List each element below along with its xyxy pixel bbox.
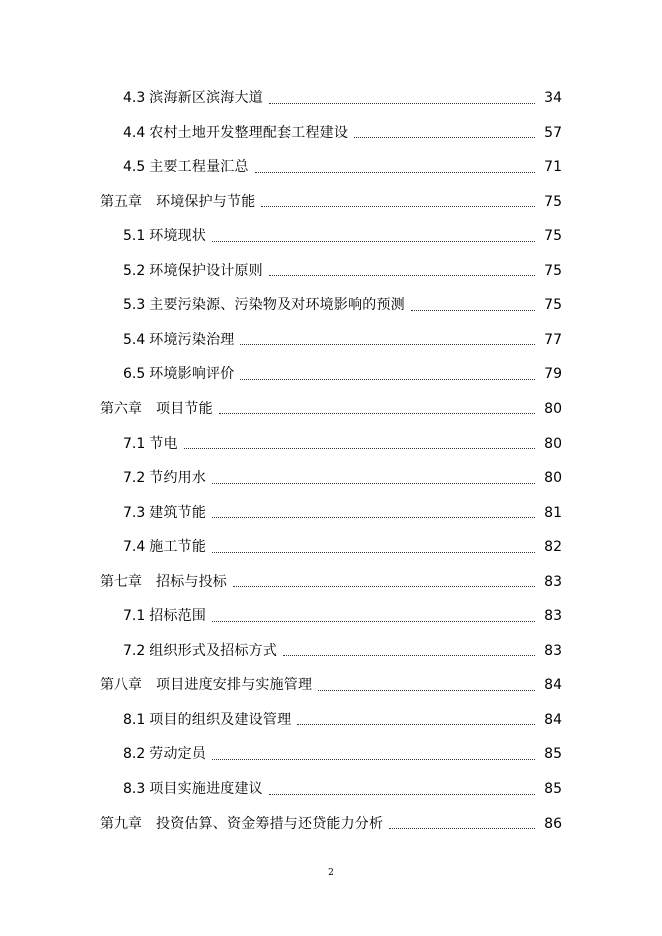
toc-entry-title: 项目进度安排与实施管理 — [156, 677, 313, 694]
toc-entry-title: 环境现状 — [149, 228, 207, 245]
dot-leader — [354, 137, 535, 138]
toc-entry-page: 34 — [544, 90, 562, 106]
toc-entry-number: 8.2 — [123, 746, 146, 763]
toc-entry-title: 项目实施进度建议 — [149, 781, 263, 797]
toc-entry-title: 建筑节能 — [149, 504, 207, 521]
dot-leader — [283, 655, 535, 656]
toc-entry-page: 84 — [544, 711, 562, 728]
toc-entry-title: 环境保护设计原则 — [149, 262, 263, 279]
toc-entry-title: 招标范围 — [149, 608, 207, 625]
toc-entry-page: 81 — [544, 504, 562, 521]
toc-entry-page: 75 — [544, 262, 562, 279]
toc-entry-title: 环境影响评价 — [149, 366, 235, 383]
toc-entry-page: 82 — [544, 539, 562, 556]
toc-section-entry[interactable] — [123, 777, 562, 801]
dot-leader — [212, 517, 535, 518]
toc-entry-title: 招标与投标 — [156, 573, 227, 590]
toc-entry-page: 57 — [544, 124, 562, 141]
toc-entry-page: 79 — [544, 366, 562, 383]
toc-entry-page: 80 — [544, 400, 562, 417]
dot-leader — [240, 344, 535, 345]
toc-entry-title: 环境污染治理 — [149, 331, 235, 348]
toc-section-entry[interactable] — [123, 155, 562, 179]
toc-entry-title: 农村土地开发整理配套工程建设 — [149, 124, 349, 141]
toc-entry-number: 7.2 — [123, 642, 146, 659]
toc-section-entry[interactable] — [123, 259, 562, 283]
toc-entry-page: 86 — [544, 815, 562, 832]
dot-leader — [261, 206, 535, 207]
toc-entry-title: 节电 — [149, 435, 178, 452]
toc-entry-title: 劳动定员 — [149, 746, 207, 763]
toc-section-entry[interactable] — [123, 708, 562, 732]
dot-leader — [318, 690, 535, 691]
toc-section-entry[interactable] — [123, 535, 562, 559]
dot-leader — [255, 172, 535, 173]
toc-entry-page: 83 — [544, 608, 562, 625]
dot-leader — [212, 759, 535, 760]
toc-entry-page: 85 — [544, 746, 562, 763]
toc-section-entry[interactable] — [123, 432, 562, 456]
toc-entry-title: 环境保护与节能 — [156, 193, 256, 210]
toc-section-entry[interactable] — [123, 742, 562, 766]
toc-entry-page: 83 — [544, 642, 562, 659]
toc-entry-number: 4.4 — [123, 124, 146, 141]
toc-entry-number: 第五章 — [100, 193, 142, 210]
toc-entry-title: 投资估算、资金筹措与还贷能力分析 — [156, 815, 384, 832]
dot-leader — [269, 794, 535, 795]
dot-leader — [240, 379, 535, 380]
dot-leader — [212, 241, 535, 242]
toc-entry-number: 第七章 — [100, 573, 142, 590]
toc-entry-number: 第六章 — [100, 400, 142, 417]
toc-section-entry[interactable] — [123, 86, 562, 110]
toc-entry-title: 滨海新区滨海大道 — [149, 90, 263, 106]
toc-entry-page: 75 — [544, 193, 562, 210]
toc-entry-title: 节约用水 — [149, 470, 207, 487]
dot-leader — [297, 724, 535, 725]
toc-entry-number: 5.1 — [123, 228, 146, 245]
toc-entry-number: 5.2 — [123, 262, 146, 279]
toc-entry-number: 第九章 — [100, 815, 142, 832]
toc-entry-page: 84 — [544, 677, 562, 694]
page-number: 2 — [328, 868, 334, 878]
toc-section-entry[interactable] — [123, 501, 562, 525]
dot-leader — [233, 586, 535, 587]
toc-entry-page: 71 — [544, 159, 562, 176]
toc-section-entry[interactable] — [123, 328, 562, 352]
toc-entry-title: 项目的组织及建设管理 — [149, 711, 292, 728]
toc-entry-number: 第八章 — [100, 677, 142, 694]
toc-entry-page: 77 — [544, 331, 562, 348]
toc-section-entry[interactable] — [123, 604, 562, 628]
toc-entry-number: 4.3 — [123, 90, 146, 106]
dot-leader — [212, 483, 535, 484]
toc-entry-number: 7.1 — [123, 435, 146, 452]
toc-entry-number: 4.5 — [123, 159, 146, 176]
toc-section-entry[interactable] — [123, 224, 562, 248]
toc-entry-title: 主要工程量汇总 — [149, 159, 249, 176]
toc-section-entry[interactable] — [123, 293, 562, 317]
toc-entry-page: 75 — [544, 228, 562, 245]
dot-leader — [184, 448, 535, 449]
toc-entry-number: 7.4 — [123, 539, 146, 556]
toc-entry-title: 主要污染源、污染物及对环境影响的预测 — [149, 297, 405, 314]
toc-entry-page: 83 — [544, 573, 562, 590]
toc-section-entry[interactable] — [123, 362, 562, 386]
toc-entry-page: 85 — [544, 781, 562, 797]
toc-entry-number: 5.4 — [123, 331, 146, 348]
dot-leader — [219, 413, 535, 414]
dot-leader — [269, 275, 535, 276]
toc-entry-page: 75 — [544, 297, 562, 314]
toc-chapter-entry[interactable] — [100, 673, 562, 697]
toc-entry-title: 组织形式及招标方式 — [149, 642, 278, 659]
toc-entry-number: 8.1 — [123, 711, 146, 728]
toc-entry-number: 7.3 — [123, 504, 146, 521]
toc-entry-page: 80 — [544, 470, 562, 487]
toc-entry-number: 7.2 — [123, 470, 146, 487]
toc-entry-number: 5.3 — [123, 297, 146, 314]
toc-entry-page: 80 — [544, 435, 562, 452]
dot-leader — [212, 552, 535, 553]
toc-section-entry[interactable] — [123, 639, 562, 663]
toc-section-entry[interactable] — [123, 121, 562, 145]
toc-chapter-entry[interactable] — [100, 397, 562, 421]
toc-entry-number: 6.5 — [123, 366, 146, 383]
toc-chapter-entry[interactable] — [100, 812, 562, 836]
toc-entry-number: 8.3 — [123, 781, 146, 797]
toc-entry-title: 项目节能 — [156, 400, 213, 417]
dot-leader — [389, 828, 535, 829]
toc-section-entry[interactable] — [123, 466, 562, 490]
toc-chapter-entry[interactable] — [100, 570, 562, 594]
dot-leader — [269, 103, 535, 104]
toc-chapter-entry[interactable] — [100, 190, 562, 214]
toc-entry-number: 7.1 — [123, 608, 146, 625]
toc-entry-title: 施工节能 — [149, 539, 207, 556]
dot-leader — [411, 310, 535, 311]
dot-leader — [212, 621, 535, 622]
